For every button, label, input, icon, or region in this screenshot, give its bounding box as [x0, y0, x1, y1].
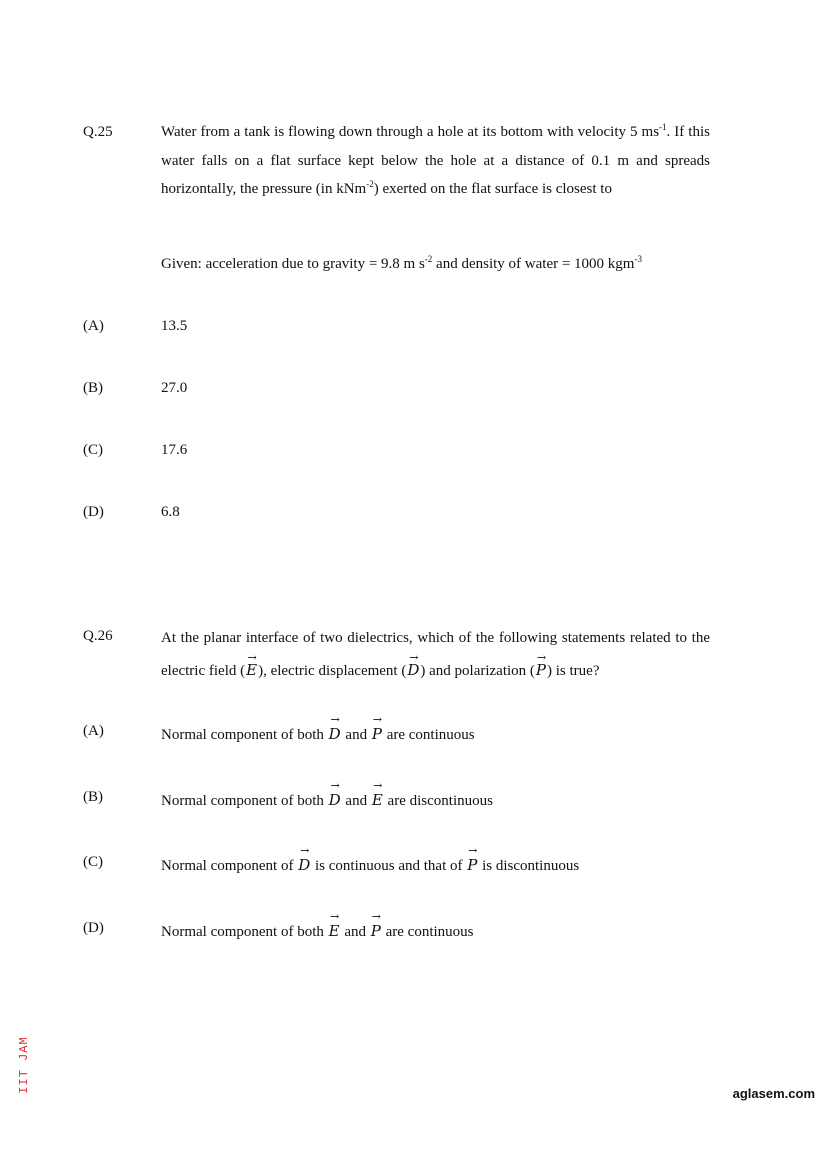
option-c-label: (C): [83, 442, 103, 458]
vector-icon: → E: [328, 922, 341, 940]
option-a-text: Normal component of both → D and → P are continuous: [161, 725, 475, 744]
option-a-label: (A): [83, 723, 104, 739]
vector-d: → D: [406, 654, 420, 686]
question-text: At the planar interface of two dielectrics, which of the following statements related to the electric field (→ E), electric displacement (→ D) and polarization (→ P) is true?: [161, 622, 710, 687]
question-number: Q.25: [83, 124, 113, 140]
vector-icon: → D: [328, 725, 342, 743]
option-d-label: (D): [83, 920, 104, 936]
vector-icon: → D: [297, 856, 311, 874]
vector-icon: → P: [370, 922, 382, 940]
vector-p: → P: [535, 654, 547, 686]
option-d-text: 6.8: [161, 504, 180, 520]
vector-icon: → E: [371, 791, 384, 809]
vector-e: → E: [245, 654, 258, 686]
option-d-text: Normal component of both → E and → P are continuous: [161, 922, 474, 941]
vector-icon: → P: [371, 725, 383, 743]
vector-icon: → P: [466, 856, 478, 874]
vector-icon: → D: [328, 791, 342, 809]
option-b-label: (B): [83, 789, 103, 805]
brand-link[interactable]: aglasem.com: [732, 1086, 815, 1101]
option-b-text: 27.0: [161, 380, 188, 396]
given-data: Given: acceleration due to gravity = 9.8 m $s^{-2}$ and density of water = 1000 kgm$^{-3}$: [161, 254, 642, 272]
question-text: Water from a tank is flowing down through a hole at its bottom with velocity 5 $ms^{-1}$. If this water falls on a flat surface kept below the hole at a distance of 0.1 m and spreads horizontally, the pressure (in kNm$^{-2}$) exerted on the flat surface is closest to: [161, 122, 710, 198]
option-b-text: Normal component of both → D and → E are discontinuous: [161, 791, 493, 810]
option-a-label: (A): [83, 318, 104, 334]
option-a-text: 13.5: [161, 318, 188, 334]
watermark: IIT JAM: [17, 1036, 31, 1094]
option-d-label: (D): [83, 504, 104, 520]
option-c-label: (C): [83, 854, 103, 870]
question-number: Q.26: [83, 628, 113, 644]
option-c-text: Normal component of → D is continuous and that of → P is discontinuous: [161, 856, 579, 875]
option-b-label: (B): [83, 380, 103, 396]
option-c-text: 17.6: [161, 442, 188, 458]
